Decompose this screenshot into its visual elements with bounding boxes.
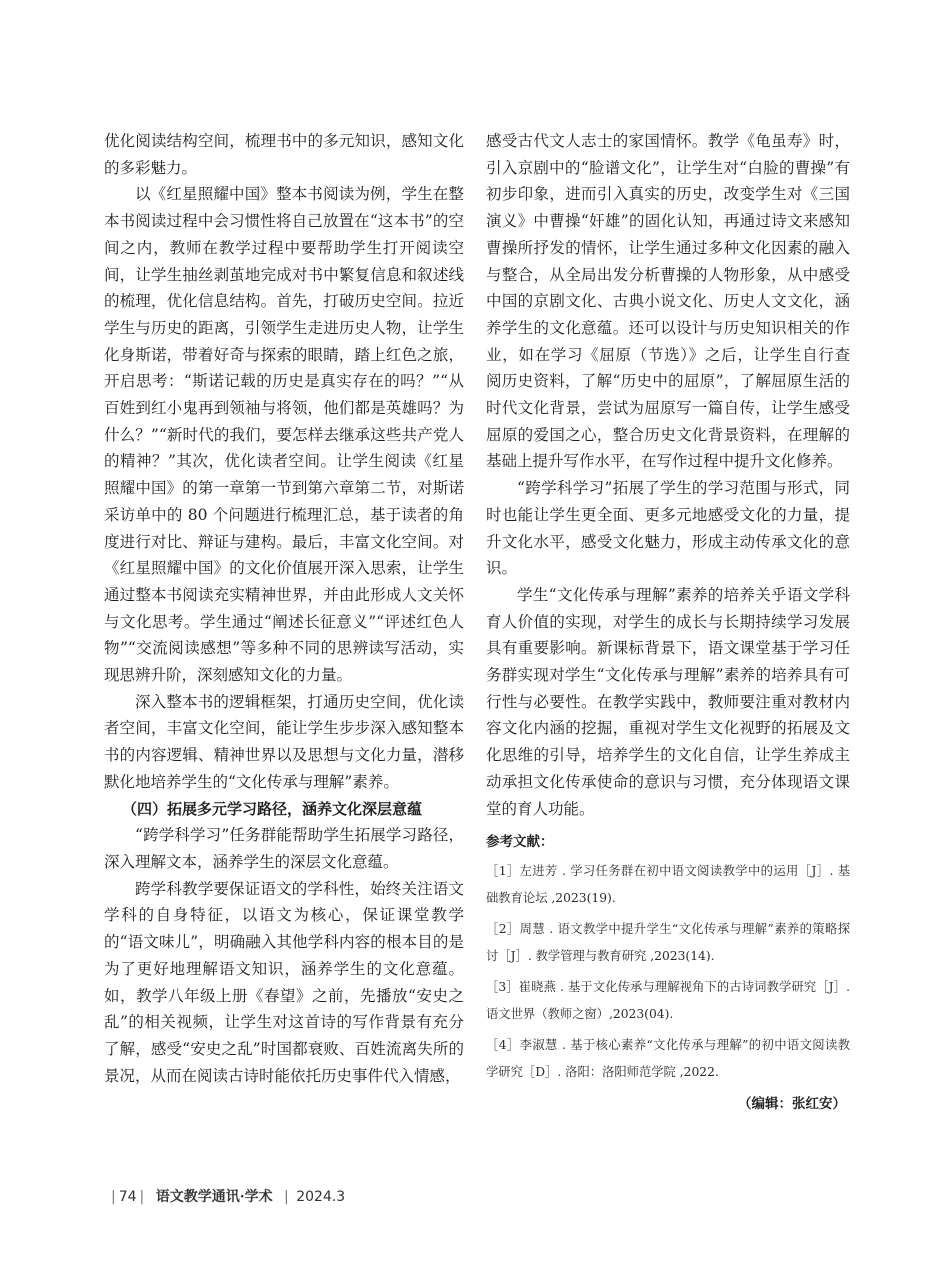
footer-divider: | [139, 1189, 145, 1205]
right-column [486, 128, 850, 1116]
page-footer [108, 1186, 345, 1206]
right-paragraph-3: 学生“文化传承与理解”素养的培养关乎语文学科育人价值的实现，对学生的成长与长期持续学习发展具有重要影响。新课标背景下，语文课堂基于学习任务群实现对学生“文化传承与理解”素养的培养具有可行性与必要性。在教学实践中，教师要注重对教材内容文化内涵的挖掘，重视对学生文化视野的拓展及文化思维的引导，培养学生的文化自信，让学生养成主动承担文化传承使命的意识与习惯，充分体现语文课堂的育人功能。 [486, 585, 850, 818]
reference-item: ［3］崔晓燕 . 基于文化传承与理解视角下的古诗词教学研究［J］. 语文世界（教师之窗）,2023(04). [486, 980, 850, 1022]
left-paragraph-1: 优化阅读结构空间，梳理书中的多元知识，感知文化的多彩魅力。 [104, 132, 464, 177]
left-column [104, 128, 464, 1089]
editor-credit: （编辑：张红安） [738, 1096, 846, 1113]
footer-divider: | [284, 1189, 289, 1205]
left-paragraph-5: 跨学科教学要保证语文的学科性，始终关注语文学科的自身特征，以语文为核心，保证课堂教学的“语文味儿”，明确融入其他学科内容的根本目的是为了更好地理解语文知识，涵养学生的文化意蕴。如，教学八年级上册《春望》之前，先播放“安史之乱”的相关视频，让学生对这首诗的写作背景有充分了解，感受“安史之乱”时国都衰败、百姓流离失所的景况，从而在阅读古诗时能依托历史事件代入情感， [104, 879, 464, 1085]
issue-number: 2024.3 [296, 1189, 346, 1205]
footer-divider: | [111, 1189, 116, 1205]
reference-item: ［4］李淑慧 . 基于核心素养“文化传承与理解”的初中语文阅读教学研究［D］. 洛阳：洛阳师范学院 ,2022. [486, 1038, 850, 1080]
reference-item: ［1］左进芳 . 学习任务群在初中语文阅读教学中的运用［J］. 基础教育论坛 ,2023(19). [486, 864, 850, 906]
reference-item: ［2］周慧 . 语文教学中提升学生“文化传承与理解”素养的策略探讨［J］. 教学管理与教育研究 ,2023(14). [486, 922, 850, 964]
page-number: 74 [118, 1189, 137, 1205]
section-heading: （四）拓展多元学习路径，涵养文化深层意蕴 [122, 799, 423, 818]
journal-title: 语文教学通讯·学术 [155, 1189, 273, 1205]
references-heading: 参考文献： [486, 834, 554, 851]
right-paragraph-2: “跨学科学习”拓展了学生的学习范围与形式，同时也能让学生更全面、更多元地感受文化的力量，提升文化水平，感受文化魅力，形成主动传承文化的意识。 [486, 479, 850, 578]
left-paragraph-4: “跨学科学习”任务群能帮助学生拓展学习路径，深入理解文本，涵养学生的深层文化意蕴。 [104, 826, 464, 871]
right-paragraph-1: 感受古代文人志士的家国情怀。教学《龟虽寿》时，引入京剧中的“脸谱文化”，让学生对“白脸的曹操”有初步印象，进而引入真实的历史，改变学生对《三国演义》中曹操“奸雄”的固化认知，再通过诗文来感知曹操所抒发的情怀，让学生通过多种文化因素的融入与整合，从全局出发分析曹操的人物形象，从中感受中国的京剧文化、古典小说文化、历史人文文化，涵养学生的文化意蕴。还可以设计与历史知识相关的作业，如在学习《屈原（节选）》之后，让学生自行查阅历史资料，了解“历史中的屈原”，了解屈原生活的时代文化背景，尝试为屈原写一篇自传，让学生感受屈原的爱国之心，整合历史文化背景资料，在理解的基础上提升写作水平，在写作过程中提升文化修养。 [486, 132, 850, 471]
left-paragraph-3: 深入整本书的逻辑框架，打通历史空间，优化读者空间，丰富文化空间，能让学生步步深入感知整本书的内容逻辑、精神世界以及思想与文化力量，潜移默化地培养学生的“文化传承与理解”素养。 [104, 692, 464, 791]
left-paragraph-2: 以《红星照耀中国》整本书阅读为例，学生在整本书阅读过程中会习惯性将自己放置在“这本书”的空间之内，教师在教学过程中要帮助学生打开阅读空间，让学生抽丝剥茧地完成对书中繁复信息和叙述线的梳理，优化信息结构。首先，打破历史空间。拉近学生与历史的距离，引领学生走进历史人物，让学生化身斯诺，带着好奇与探索的眼睛，踏上红色之旅，开启思考：“斯诺记载的历史是真实存在的吗？”“从百姓到红小鬼再到领袖与将领，他们都是英雄吗？为什么？”“新时代的我们，要怎样去继承这些共产党人的精神？”其次，优化读者空间。让学生阅读《红星照耀中国》的第一章第一节到第六章第二节，对斯诺采访单中的 80 个问题进行梳理汇总，基于读者的角度进行对比、辩证与建构。最后，丰富文化空间。对《红星照耀中国》的文化价值展开深入思索，让学生通过整本书阅读充实精神世界，并由此形成人文关怀与文化思考。学生通过“阐述长征意义”“评述红色人物”“交流阅读感想”等多种不同的思辨读写活动，实现思辨升阶，深刻感知文化的力量。 [104, 185, 464, 685]
